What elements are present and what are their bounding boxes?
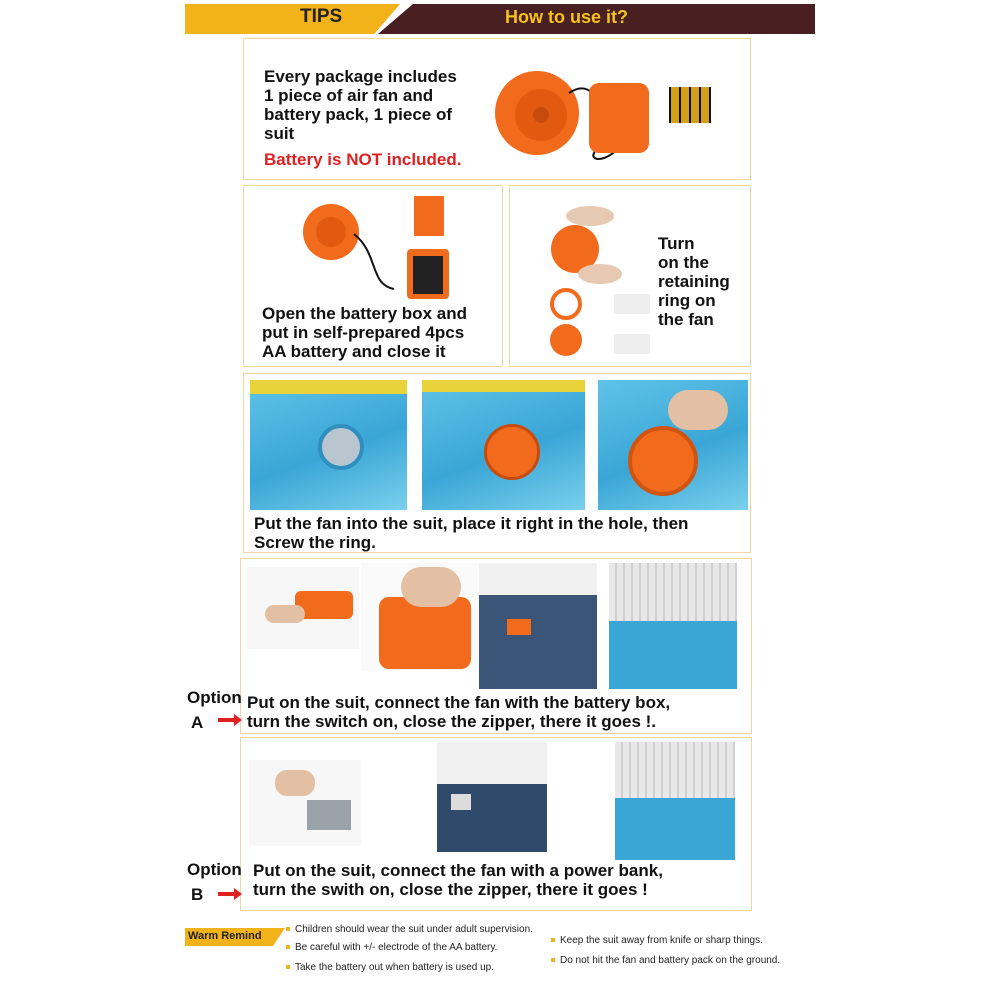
tips-title: TIPS (300, 6, 343, 27)
jeans-pocket-photo (479, 563, 597, 689)
step2-text: Open the battery box and put in self-prepared 4pcs AA battery and close it (262, 304, 467, 361)
optionA-arrow-icon (218, 718, 236, 722)
optionA-panel (240, 558, 752, 734)
remind-item: Keep the suit away from knife or sharp things. (551, 935, 763, 946)
remind-item: Be careful with +/- electrode of the AA battery. (286, 942, 497, 953)
step4-panel (243, 373, 751, 553)
bullet-icon (286, 945, 290, 949)
tips-banner (185, 4, 400, 34)
remind-item: Take the battery out when battery is used up. (286, 962, 494, 973)
optionB-arrow-icon (218, 892, 236, 896)
switch-photo (247, 567, 359, 649)
step1-panel (243, 38, 751, 180)
step4-text: Put the fan into the suit, place it right in the hole, then Screw the ring. (254, 514, 689, 552)
zipper-suit-b-photo (615, 742, 735, 860)
power-bank-switch-photo (249, 760, 361, 846)
remind-item: Children should wear the suit under adult supervision. (286, 924, 533, 935)
bullet-icon (286, 965, 290, 969)
battery-pack-photo (361, 563, 481, 671)
step3-panel (509, 185, 751, 367)
optionA-label: Option (187, 688, 242, 707)
optionB-text: Put on the suit, connect the fan with a power bank, turn the swith on, close the zipper, there it goes ! (253, 861, 663, 899)
retaining-ring-image (530, 194, 650, 362)
optionB-label: Option (187, 860, 242, 879)
optionA-text: Put on the suit, connect the fan with the battery box, turn the switch on, close the zipper, there it goes !. (247, 693, 671, 731)
optionB-letter: B (191, 885, 204, 904)
step2-panel (243, 185, 503, 367)
fan-in-hole-photo (422, 380, 585, 510)
suit-hole-photo (250, 380, 407, 510)
remind-title: Warm Remind (188, 930, 262, 942)
battery-box-image (299, 194, 459, 304)
zipper-suit-photo (609, 563, 737, 689)
screw-ring-photo (598, 380, 748, 510)
remind-item: Do not hit the fan and battery pack on the ground. (551, 955, 780, 966)
step1-text: Every package includes 1 piece of air fan and battery pack, 1 piece of suit (264, 67, 457, 143)
bullet-icon (551, 938, 555, 942)
battery-warning: Battery is NOT included. (264, 150, 462, 169)
optionB-panel (240, 737, 752, 911)
power-bank-pocket-photo (437, 742, 547, 852)
optionA-letter: A (191, 713, 204, 732)
bullet-icon (551, 958, 555, 962)
fan-kit-image (489, 63, 739, 173)
bullet-icon (286, 927, 290, 931)
step3-text: Turn on the retaining ring on the fan (658, 234, 730, 329)
how-title: How to use it? (505, 7, 628, 27)
